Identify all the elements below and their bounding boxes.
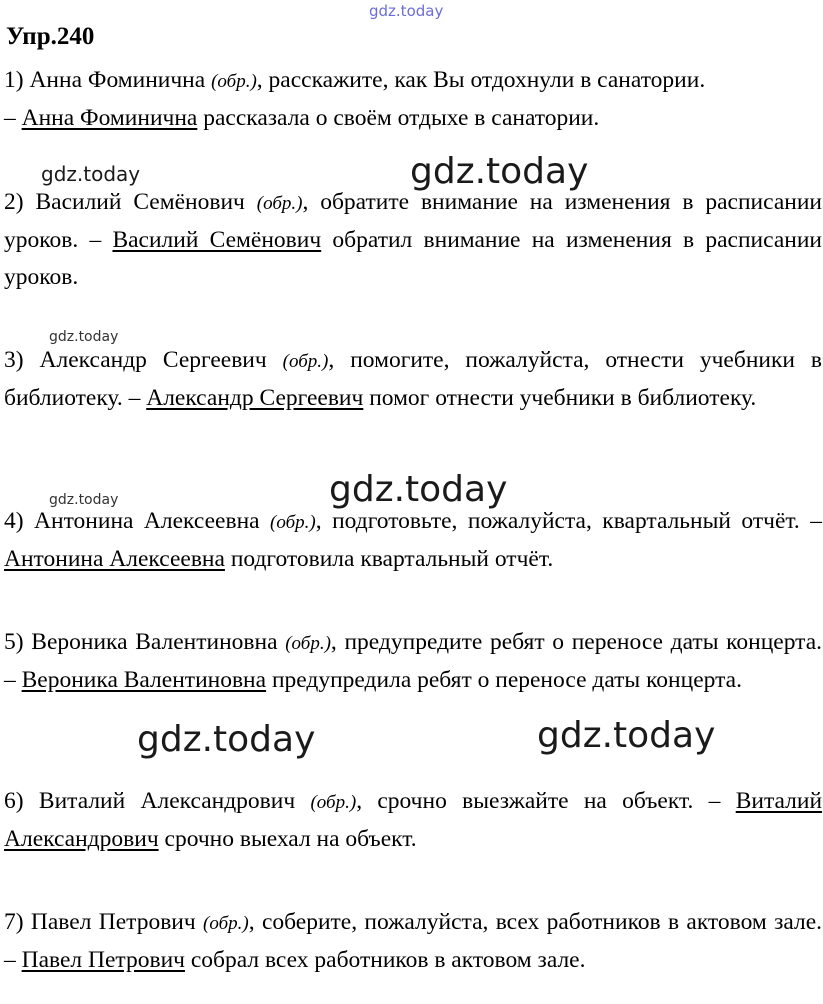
exercise-item-2 <box>4 184 822 296</box>
watermark: gdz.today <box>137 719 316 760</box>
statement-text: помог отнести учебники в библиотеку. <box>363 385 757 411</box>
exercise-item-5 <box>4 624 822 699</box>
watermark: gdz.today <box>537 715 716 756</box>
request-text: , подготовьте, пожалуйста, квартальный отчёт. <box>315 508 800 534</box>
exercise-item-4 <box>4 503 822 578</box>
addressee-name: Виталий Александрович <box>38 788 296 814</box>
request-text: , обратите внимание на изменения в расписании уроков. <box>4 189 822 253</box>
addressee-abbreviation: (обр.) <box>270 512 316 533</box>
dash: – <box>799 508 822 534</box>
request-text: , помогите, пожалуйста, отнести учебники в библиотеку. <box>4 347 823 411</box>
subject-underlined: Вероника Валентиновна <box>21 667 267 693</box>
statement-text: рассказала о своём отдыхе в санатории. <box>197 105 600 131</box>
addressee-abbreviation: (обр.) <box>203 913 249 934</box>
request-text: , соберите, пожалуйста, всех работников в актовом зале. <box>248 909 823 935</box>
dash: – <box>4 105 22 131</box>
subject-underlined: Анна Фоминична <box>21 105 198 131</box>
watermark: gdz.today <box>410 151 589 192</box>
statement-text: предупредила ребят о переносе даты концерта. <box>266 667 742 693</box>
addressee-name: Анна Фоминична <box>29 67 206 93</box>
item-number: 2) <box>4 189 24 215</box>
request-text: , расскажите, как Вы отдохнули в санатории. <box>256 67 706 93</box>
item-number: 5) <box>4 629 24 655</box>
statement-text: собрал всех работников в актовом зале. <box>184 947 586 973</box>
exercise-item-3 <box>4 342 822 417</box>
subject-underlined: Василий Семёнович <box>112 227 322 253</box>
addressee-abbreviation: (обр.) <box>282 351 329 372</box>
subject-underlined: Виталий Александрович <box>4 788 823 852</box>
item-number: 4) <box>4 508 24 534</box>
addressee-name: Павел Петрович <box>30 909 196 935</box>
addressee-abbreviation: (обр.) <box>211 71 257 92</box>
subject-underlined: Антонина Алексеевна <box>4 546 225 572</box>
watermark-top: gdz.today <box>369 2 444 20</box>
item-number: 7) <box>4 909 24 935</box>
watermark: gdz.today <box>41 162 141 186</box>
addressee-abbreviation: (обр.) <box>310 792 357 813</box>
subject-underlined: Павел Петрович <box>21 947 185 973</box>
dash: – <box>4 667 22 693</box>
exercise-item-7 <box>4 904 822 979</box>
watermark: gdz.today <box>49 492 119 508</box>
watermark: gdz.today <box>49 329 119 345</box>
dash: – <box>122 385 147 411</box>
statement-text: срочно выехал на объект. <box>158 826 417 852</box>
dash: – <box>4 947 22 973</box>
item-number: 1) <box>4 67 24 93</box>
addressee-name: Антонина Алексеевна <box>34 508 260 534</box>
addressee-abbreviation: (обр.) <box>285 633 331 654</box>
dash: – <box>693 788 736 814</box>
request-text: , предупредите ребят о переносе даты концерта. <box>330 629 823 655</box>
exercise-item-6 <box>4 783 822 858</box>
statement-text: обратил внимание на изменения в расписании уроков. <box>4 227 822 290</box>
addressee-name: Вероника Валентиновна <box>31 629 278 655</box>
statement-text: подготовила квартальный отчёт. <box>224 546 554 572</box>
addressee-name: Василий Семёнович <box>35 189 245 215</box>
request-text: , срочно выезжайте на объект. <box>356 788 694 814</box>
addressee-name: Александр Сергеевич <box>39 347 267 373</box>
watermark: gdz.today <box>329 469 508 510</box>
addressee-abbreviation: (обр.) <box>256 193 303 214</box>
exercise-item-1 <box>4 62 822 137</box>
item-number: 6) <box>4 788 24 814</box>
subject-underlined: Александр Сергеевич <box>146 385 364 411</box>
exercise-title: Упр.240 <box>6 23 95 50</box>
dash: – <box>78 227 113 253</box>
item-number: 3) <box>4 347 24 373</box>
